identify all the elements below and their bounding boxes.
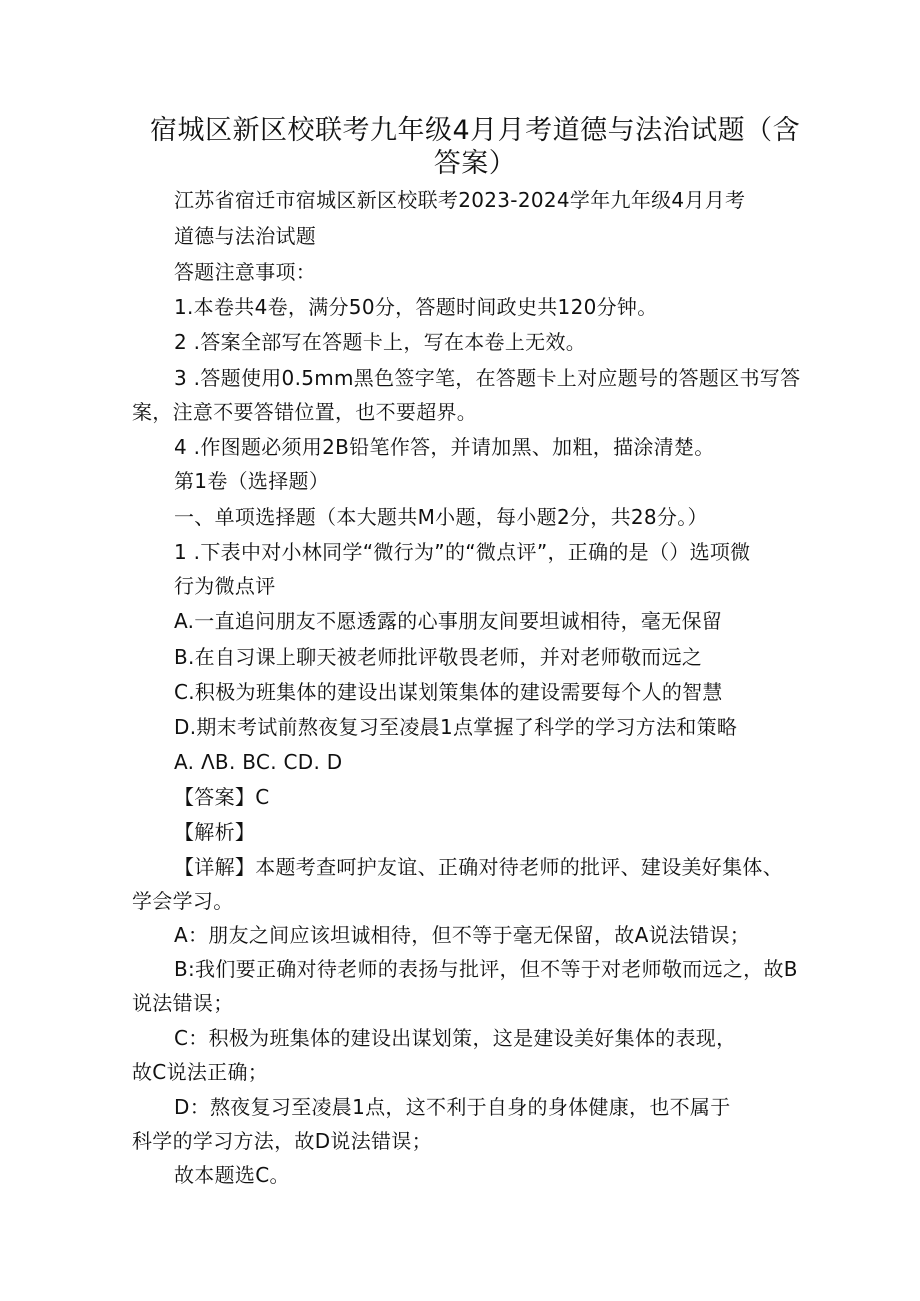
conclusion: 故本题选C。 [174,1163,290,1187]
exam-subtitle-line-2: 道德与法治试题 [174,224,317,248]
notice-heading: 答题注意事项： [174,260,317,284]
explanation-b-line-1: B:我们要正确对待老师的表扬与批评，但不等于对老师敬而远之，故B [174,957,798,981]
part-heading: 一、单项选择题（本大题共M小题，每小题2分，共28分。） [174,505,708,529]
explanation-d-line-2: 科学的学习方法，故D说法错误； [132,1129,432,1153]
detail-line-2: 学会学习。 [132,889,234,913]
option-b: B.在自习课上聊天被老师批评敬畏老师，并对老师敬而远之 [174,645,703,669]
question-1-line-2: 行为微点评 [174,574,276,598]
answer-choices: A. ΛB. BC. CD. D [174,750,343,774]
analysis-label: 【解析】 [174,820,256,844]
question-1-line-1: 1 .下表中对小林同学“微行为”的“微点评”，正确的是（）选项微 [174,540,751,564]
explanation-c-line-1: C：积极为班集体的建设出谋划策，这是建设美好集体的表现， [174,1026,737,1050]
notice-item-1: 1.本卷共4卷，满分50分，答题时间政史共120分钟。 [174,295,658,319]
notice-item-3-line-1: 3 .答题使用0.5mm黑色签字笔，在答题卡上对应题号的答题区书写答 [174,366,801,390]
explanation-d-line-1: D：熬夜复习至凌晨1点，这不利于自身的身体健康，也不属于 [174,1095,731,1119]
option-a: A.一直追问朋友不愿透露的心事朋友间要坦诚相待，毫无保留 [174,609,723,633]
notice-item-3-line-2: 案，注意不要答错位置，也不要超界。 [132,400,478,424]
document-title-line-2: 答案） [433,148,517,179]
notice-item-2: 2 .答案全部写在答题卡上，写在本卷上无效。 [174,330,587,354]
explanation-c-line-2: 故C说法正确； [132,1060,269,1084]
section-heading: 第1卷（选择题） [174,469,330,493]
option-c: C.积极为班集体的建设出谋划策集体的建设需要每个人的智慧 [174,680,723,704]
explanation-a: A：朋友之间应该坦诚相待，但不等于毫无保留，故A说法错误； [174,923,751,947]
exam-subtitle-line-1: 江苏省宿迁市宿城区新区校联考2023-2024学年九年级4月月考 [174,188,746,212]
explanation-b-line-2: 说法错误； [132,991,234,1015]
document-title-line-1: 宿城区新区校联考九年级4月月考道德与法治试题（含 [150,115,801,146]
answer-label: 【答案】C [174,785,270,809]
detail-line-1: 【详解】本题考查呵护友谊、正确对待老师的批评、建设美好集体、 [174,855,783,879]
option-d: D.期末考试前熬夜复习至凌晨1点掌握了科学的学习方法和策略 [174,715,738,739]
notice-item-4: 4 .作图题必须用2B铅笔作答，并请加黑、加粗，描涂清楚。 [174,435,715,459]
